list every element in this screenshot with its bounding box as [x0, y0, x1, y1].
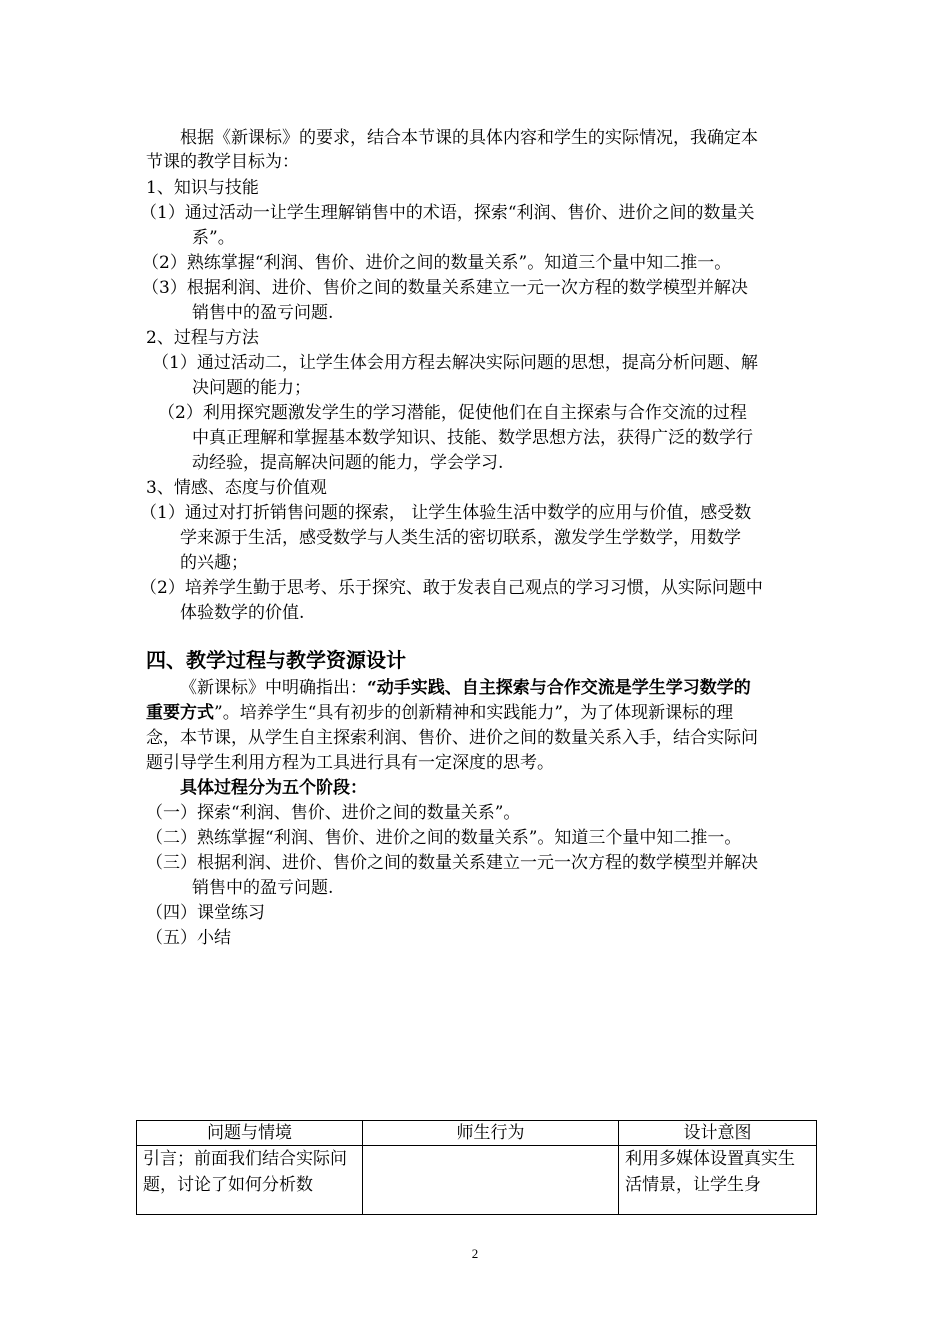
process-paragraph-line-3: 念，本节课，从学生自主探索利润、售价、进价之间的数量关系入手，结合实际问: [146, 728, 758, 748]
knowledge-item-3-line-1: （3）根据利润、进价、售价之间的数量关系建立一元一次方程的数学模型并解决: [142, 278, 748, 298]
stages-title: 具体过程分为五个阶段：: [180, 778, 367, 798]
emotion-item-1-line-2: 学来源于生活，感受数学与人类生活的密切联系，激发学生学数学，用数学: [180, 528, 741, 548]
process-item-1-line-1: （1）通过活动二，让学生体会用方程去解决实际问题的思想，提高分析问题、解: [152, 353, 758, 373]
process-paragraph-emphasis-a: “动手实践、自主探索与合作交流是学生学习数学的: [367, 678, 751, 698]
process-item-2-line-2: 中真正理解和掌握基本数学知识、技能、数学思想方法，获得广泛的数学行: [192, 428, 753, 448]
stage-1: （一）探索“利润、售价、进价之间的数量关系”。: [146, 803, 521, 823]
process-paragraph-line-4: 题引导学生利用方程为工具进行具有一定深度的思考。: [146, 753, 554, 773]
knowledge-item-3-line-2: 销售中的盈亏问题.: [192, 303, 334, 323]
emotion-item-1-line-1: （1）通过对打折销售问题的探索， 让学生体验生活中数学的应用与价值，感受数: [140, 503, 752, 523]
process-paragraph-rest: ”。培养学生“具有初步的创新精神和实践能力”，为了体现新课标的理: [214, 703, 734, 723]
section-knowledge-title: 1、知识与技能: [146, 178, 259, 198]
objectives-intro-line-2: 节课的教学目标为：: [146, 152, 299, 172]
knowledge-item-2: （2）熟练掌握“利润、售价、进价之间的数量关系”。知道三个量中知二推一。: [142, 253, 732, 273]
process-item-2-line-3: 动经验，提高解决问题的能力，学会学习.: [192, 453, 504, 473]
stage-4: （四）课堂练习: [146, 903, 265, 923]
page-number: 2: [471, 1246, 479, 1261]
table-header-problem-context: 问题与情境: [137, 1121, 363, 1146]
process-paragraph-emphasis-b: 重要方式: [146, 703, 214, 723]
section-emotion-title: 3、情感、态度与价值观: [146, 478, 327, 498]
table-header-row: [137, 1121, 817, 1146]
stage-3-line-2: 销售中的盈亏问题.: [192, 878, 334, 898]
knowledge-item-1-line-1: （1）通过活动一让学生理解销售中的术语，探索“利润、售价、进价之间的数量关: [140, 203, 755, 223]
knowledge-item-1-line-2: 系”。: [192, 228, 235, 248]
table-header-design-intent: 设计意图: [619, 1121, 817, 1146]
process-item-1-line-2: 决问题的能力；: [192, 378, 311, 398]
lesson-design-table: [136, 1120, 817, 1215]
stage-2: （二）熟练掌握“利润、售价、进价之间的数量关系”。知道三个量中知二推一。: [146, 828, 742, 848]
table-cell-behavior: [363, 1146, 619, 1215]
emotion-item-1-line-3: 的兴趣；: [180, 553, 248, 573]
stage-5: （五）小结: [146, 928, 231, 948]
process-item-2-line-1: （2）利用探究题激发学生的学习潜能，促使他们在自主探索与合作交流的过程: [158, 403, 747, 423]
process-paragraph-lead: 《新课标》中明确指出：: [180, 678, 367, 698]
process-paragraph-line-2: [146, 701, 733, 725]
objectives-intro-line-1: 根据《新课标》的要求，结合本节课的具体内容和学生的实际情况，我确定本: [180, 128, 758, 148]
process-paragraph-line-1: [180, 676, 751, 700]
table-row: [137, 1146, 817, 1215]
table-cell-design-intent: 利用多媒体设置真实生活情景，让学生身: [619, 1146, 817, 1215]
stage-3-line-1: （三）根据利润、进价、售价之间的数量关系建立一元一次方程的数学模型并解决: [146, 853, 758, 873]
table-cell-problem-context: 引言；前面我们结合实际问题，讨论了如何分析数: [137, 1146, 363, 1215]
table-header-teacher-student-behavior: 师生行为: [363, 1121, 619, 1146]
section-process-method-title: 2、过程与方法: [146, 328, 259, 348]
section-four-heading: 四、教学过程与教学资源设计: [146, 648, 406, 672]
emotion-item-2-line-2: 体验数学的价值.: [180, 603, 305, 623]
emotion-item-2-line-1: （2）培养学生勤于思考、乐于探究、敢于发表自己观点的学习习惯，从实际问题中: [140, 578, 763, 598]
